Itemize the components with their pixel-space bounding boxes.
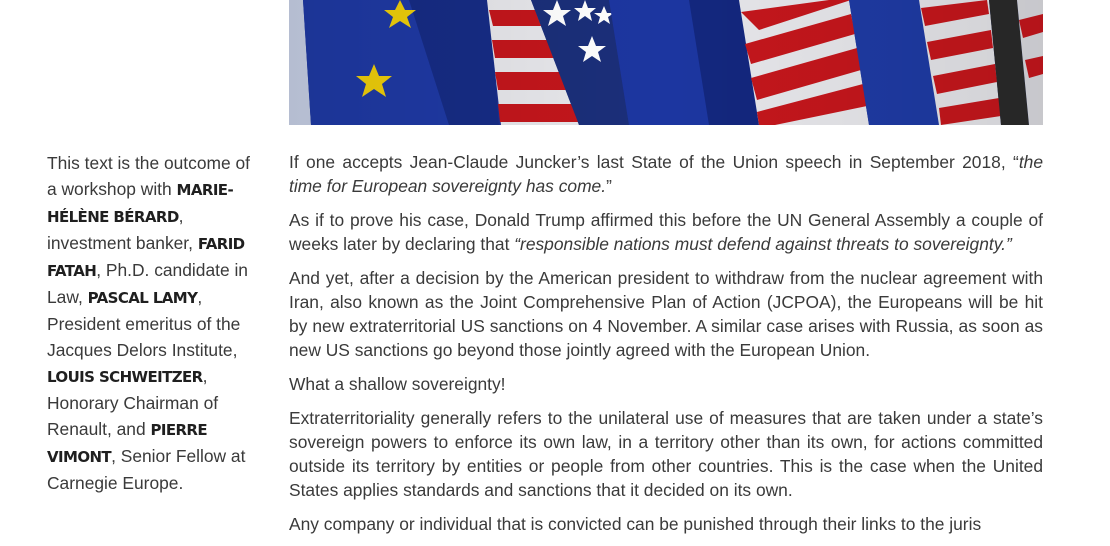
trump-quote: “responsible nations must defend against threats to sovereignty.” bbox=[514, 234, 1012, 254]
article-body bbox=[289, 150, 1043, 546]
note-text: , Senior Fellow at Carnegie Europe. bbox=[47, 446, 246, 493]
contributor-name: FARID FATAH bbox=[47, 235, 245, 280]
paragraph-5: Extraterritoriality generally refers to the unilateral use of measures that are taken under a state’s sovereign powers to enforce its own law, in a territory other than its own, for actions committed outside its territory by entities or people from other countries. This is the case when the United States applies standards and sanctions that it decided on its own. bbox=[289, 408, 1043, 500]
paragraph-1: If one accepts Jean-Claude Juncker’s last State of the Union speech in September 2018, “the time for European sovereignty has come.” bbox=[289, 152, 1043, 196]
note-text: , Ph.D. candidate in Law, bbox=[47, 260, 248, 307]
contributors-note bbox=[47, 150, 259, 496]
contributor-name: PASCAL LAMY bbox=[87, 289, 198, 307]
paragraph-3: And yet, after a decision by the American president to withdraw from the nuclear agreement with Iran, also known as the Joint Comprehensive Plan of Action (JCPOA), the Europeans will be hit by new extraterritorial US sanctions on 4 November. A similar case arises with Russia, as soon as new US sanctions go beyond those jointly agreed with the European Union. bbox=[289, 268, 1043, 360]
contributor-name: LOUIS SCHWEITZER bbox=[47, 368, 203, 386]
contributor-name: MARIE-HÉLÈNE BÉRARD bbox=[47, 181, 234, 226]
flags-photo bbox=[289, 0, 1043, 125]
juncker-quote: the time for European sovereignty has come. bbox=[289, 152, 1043, 196]
paragraph-6: Any company or individual that is convicted can be punished through their links to the juris bbox=[289, 514, 982, 534]
eu-us-flags-image bbox=[289, 0, 1043, 125]
paragraph-4: What a shallow sovereignty! bbox=[289, 374, 506, 394]
paragraph-2: As if to prove his case, Donald Trump affirmed this before the UN General Assembly a couple of weeks later by declaring that “responsible nations must defend against threats to sovereignty.” bbox=[289, 210, 1043, 254]
contributor-name: PIERRE VIMONT bbox=[47, 421, 208, 466]
note-text: , Honorary Chairman of Renault, and bbox=[47, 366, 219, 439]
note-text: This text is the outcome of a workshop with bbox=[47, 153, 250, 199]
note-text: , President emeritus of the Jacques Delors Institute, bbox=[47, 287, 241, 360]
note-text: , investment banker, bbox=[47, 206, 198, 253]
